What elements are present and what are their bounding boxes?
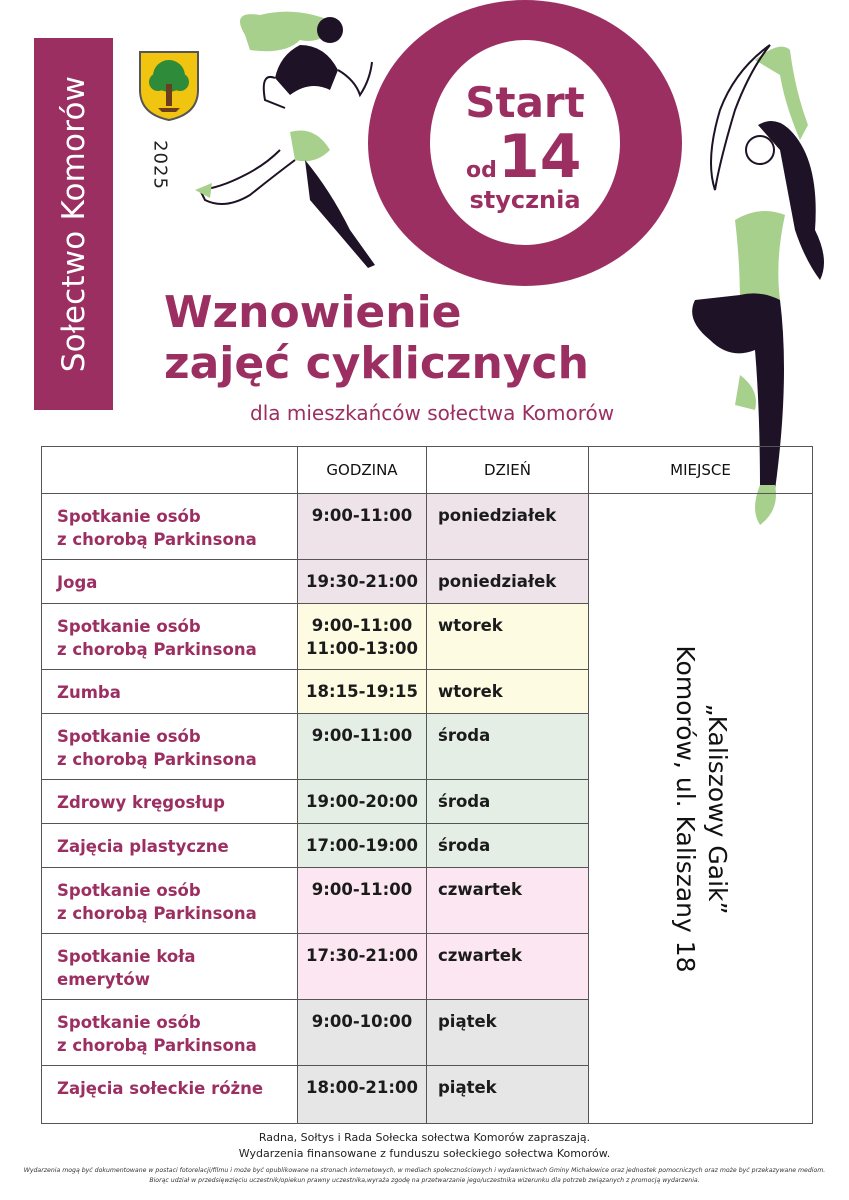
time-cell xyxy=(298,868,427,934)
activity-name-line2: emerytów xyxy=(57,970,150,989)
activity-cell xyxy=(42,494,298,560)
activity-name-line2: z chorobą Parkinsona xyxy=(57,750,257,769)
day-cell: środa xyxy=(427,714,589,780)
heading-line2: zajęć cyklicznych xyxy=(164,338,589,389)
activity-cell xyxy=(42,934,298,1000)
time-value: 17:30-21:00 xyxy=(306,946,418,965)
sidebar-label: Sołectwo Komorów xyxy=(55,75,92,373)
header-day: DZIEŃ xyxy=(427,447,589,494)
time-value: 17:00-19:00 xyxy=(306,836,418,855)
day-cell: środa xyxy=(427,780,589,824)
activity-cell xyxy=(42,604,298,670)
activity-name: Spotkanie osób xyxy=(57,507,201,526)
footer-fine-print-2: Biorąc udział w przedsięwzięciu uczestnik/opiekun prawny uczestnika,wyraża zgodę na przetwarzanie jego/uczestnika wizerunku dla potrzeb związanych z promocją wydarzenia. xyxy=(149,1177,700,1184)
runner-figure-icon xyxy=(190,0,390,270)
time-value: 18:15-19:15 xyxy=(306,682,418,701)
day-cell: wtorek xyxy=(427,604,589,670)
time-value: 9:00-11:00 xyxy=(311,726,413,745)
activity-cell xyxy=(42,670,298,714)
activity-name-line2: z chorobą Parkinsona xyxy=(57,530,257,549)
footer-fine-print-1: Wydarzenia mogą być dokumentowane w postaci fotorelacji/filmu i może być opublikowane na stronach internetowych, w mediach społecznościowych i wydawnictwach Gminy Michałowice oraz jednostek pomocniczych oraz może być przekazywane mediom. xyxy=(23,1167,826,1174)
time-cell xyxy=(298,780,427,824)
day-cell: czwartek xyxy=(427,868,589,934)
header-time: GODZINA xyxy=(298,447,427,494)
day-cell: piątek xyxy=(427,1000,589,1066)
footer-funding: Wydarzenia finansowane z funduszu sołeckiego sołectwa Komorów. xyxy=(238,1147,611,1160)
day-cell: poniedziałek xyxy=(427,494,589,560)
header-activity xyxy=(42,447,298,494)
time-value: 18:00-21:00 xyxy=(306,1078,418,1097)
day-cell: czwartek xyxy=(427,934,589,1000)
time-value: 19:00-20:00 xyxy=(306,792,418,811)
activity-cell xyxy=(42,1000,298,1066)
day-cell: środa xyxy=(427,824,589,868)
activity-name: Joga xyxy=(57,573,98,592)
activity-name: Zajęcia plastyczne xyxy=(57,837,229,856)
heading-subtitle: dla mieszkańców sołectwa Komorów xyxy=(250,401,615,425)
day-cell: poniedziałek xyxy=(427,560,589,604)
activity-cell xyxy=(42,560,298,604)
badge-start: Start xyxy=(465,78,585,127)
time-cell xyxy=(298,824,427,868)
activity-cell xyxy=(42,780,298,824)
time-value: 19:30-21:00 xyxy=(306,572,418,591)
schedule-table xyxy=(41,446,813,1124)
activity-name: Spotkanie osób xyxy=(57,881,201,900)
badge-month: stycznia xyxy=(469,186,581,214)
time-cell xyxy=(298,1066,427,1124)
year-label: 2025 xyxy=(149,140,171,190)
time-value: 9:00-11:00 xyxy=(311,506,413,525)
activity-name: Zumba xyxy=(57,683,121,702)
table-header-row xyxy=(42,447,813,494)
time-cell xyxy=(298,604,427,670)
place-text xyxy=(669,645,733,972)
time-cell xyxy=(298,714,427,780)
time-cell xyxy=(298,670,427,714)
table-row xyxy=(42,494,813,560)
activity-cell xyxy=(42,714,298,780)
heading-line1: Wznowienie xyxy=(164,287,462,338)
activity-name-line2: z chorobą Parkinsona xyxy=(57,1036,257,1055)
day-cell: piątek xyxy=(427,1066,589,1124)
activity-name-line2: z chorobą Parkinsona xyxy=(57,904,257,923)
activity-name: Spotkanie koła xyxy=(57,947,196,966)
time-cell xyxy=(298,1000,427,1066)
sidebar-banner xyxy=(34,38,113,410)
activity-cell xyxy=(42,1066,298,1124)
time-value: 9:00-11:00 xyxy=(311,616,413,635)
badge-od: od xyxy=(466,158,497,183)
activity-name: Spotkanie osób xyxy=(57,617,201,636)
footer-invitation: Radna, Sołtys i Rada Sołecka sołectwa Komorów zapraszają. xyxy=(258,1131,591,1144)
place-address: Komorów, ul. Kaliszany 18 xyxy=(670,644,700,973)
time-cell xyxy=(298,934,427,1000)
time-value: 9:00-11:00 xyxy=(311,880,413,899)
activity-cell xyxy=(42,824,298,868)
activity-name-line2: z chorobą Parkinsona xyxy=(57,640,257,659)
place-cell xyxy=(589,494,813,1124)
day-cell: wtorek xyxy=(427,670,589,714)
header-place: MIEJSCE xyxy=(589,447,813,494)
activity-name: Zajęcia sołeckie różne xyxy=(57,1079,264,1098)
activity-name: Zdrowy kręgosłup xyxy=(57,793,225,812)
time-cell xyxy=(298,560,427,604)
time-value: 9:00-10:00 xyxy=(311,1012,413,1031)
place-name: „Kaliszowy Gaik” xyxy=(702,703,732,914)
activity-cell xyxy=(42,868,298,934)
badge-day: 14 xyxy=(498,122,582,192)
time-cell xyxy=(298,494,427,560)
activity-name: Spotkanie osób xyxy=(57,1013,201,1032)
activity-name: Spotkanie osób xyxy=(57,727,201,746)
year-label-box xyxy=(140,130,180,200)
time-value-2: 11:00-13:00 xyxy=(306,639,418,658)
